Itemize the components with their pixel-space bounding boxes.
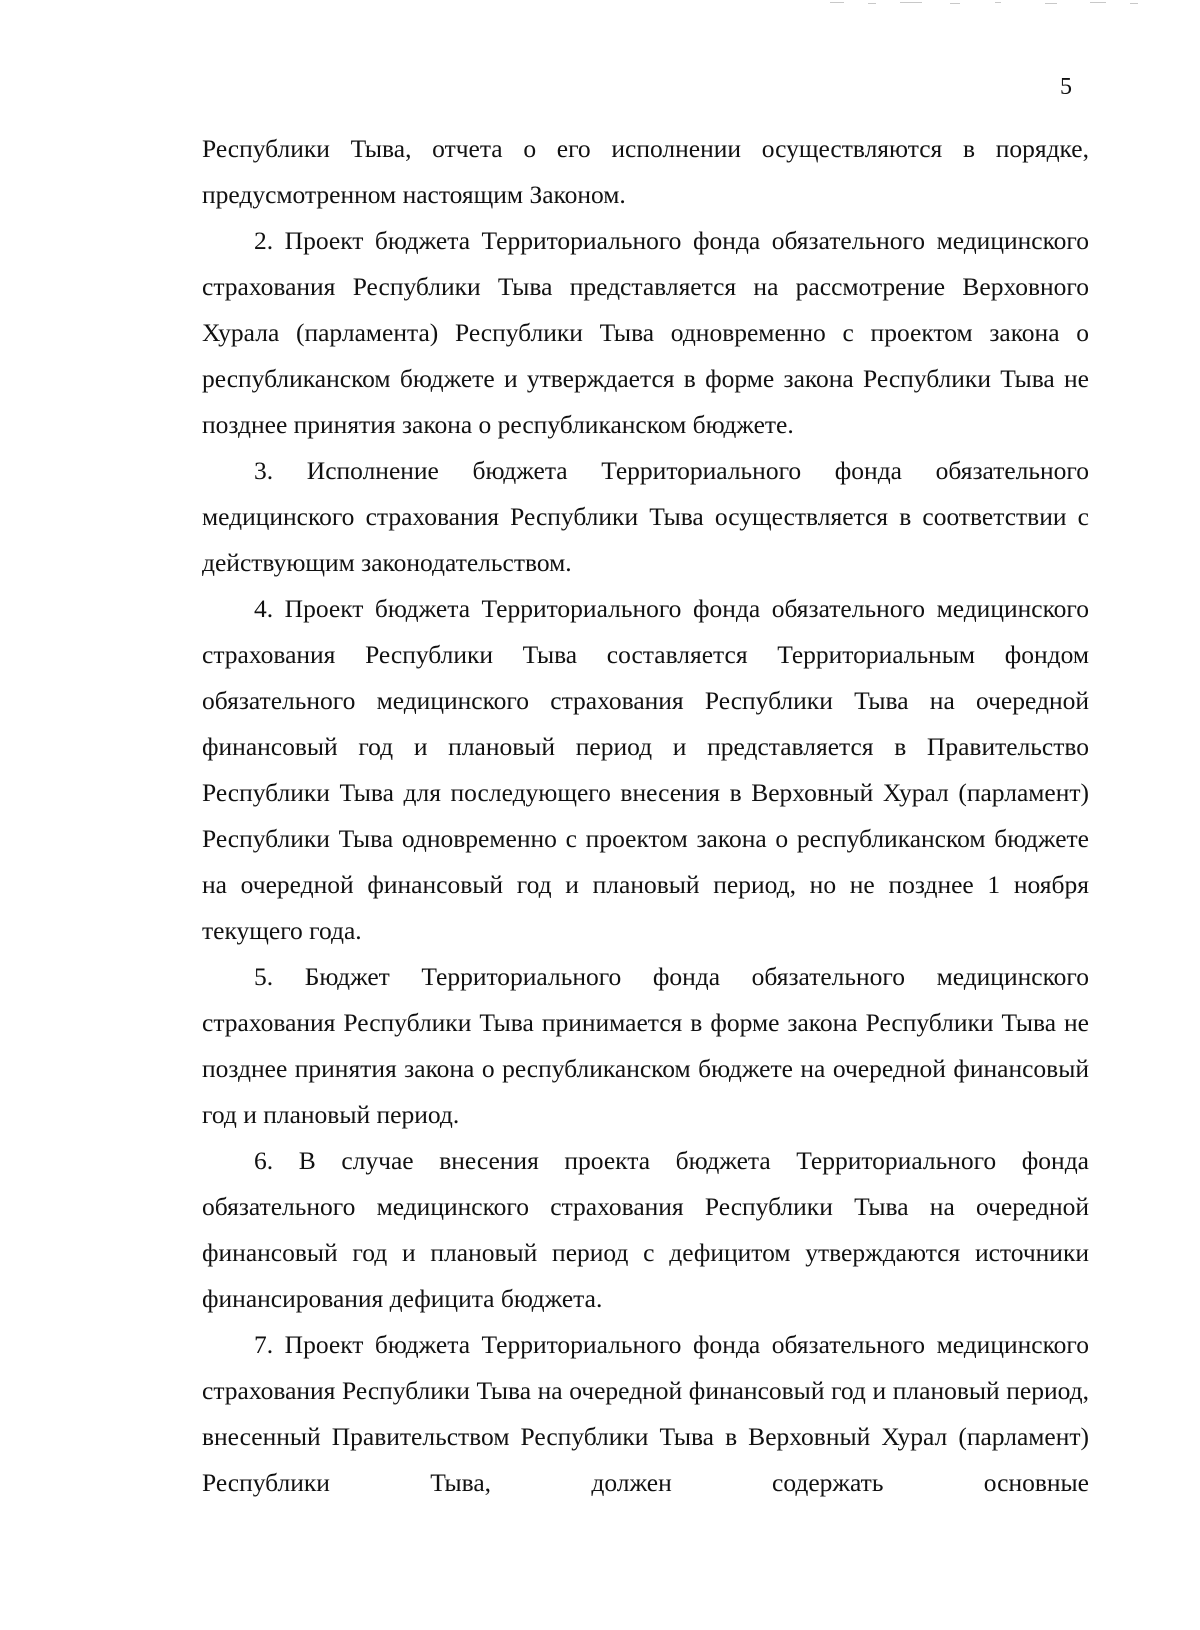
document-body bbox=[202, 126, 1089, 1506]
paragraph-6: 6. В случае внесения проекта бюджета Территориального фонда обязательного медицинского страхования Республики Тыва на очередной финансовый год и плановый период с дефицитом утверждаются источники финансирования дефицита бюджета. bbox=[202, 1146, 1089, 1313]
page-number: 5 bbox=[1060, 74, 1072, 100]
paragraph-7: 7. Проект бюджета Территориального фонда обязательного медицинского страхования Республики Тыва на очередной финансовый год и плановый период, внесенный Правительством Республики Тыва в Верховный Хурал (парламент) Республики Тыва, должен содержать основные bbox=[202, 1330, 1089, 1497]
paragraph-5: 5. Бюджет Территориального фонда обязательного медицинского страхования Республики Тыва принимается в форме закона Республики Тыва не позднее принятия закона о республиканском бюджете на очередной финансовый год и плановый период. bbox=[202, 962, 1089, 1129]
paragraph-4: 4. Проект бюджета Территориального фонда обязательного медицинского страхования Республики Тыва составляется Территориальным фондом обязательного медицинского страхования Республики Тыва на очередной финансовый год и плановый период и представляется в Правительство Республики Тыва для последующего внесения в Верховный Хурал (парламент) Республики Тыва одновременно с проектом закона о республиканском бюджете на очередной финансовый год и плановый период, но не позднее 1 ноября текущего года. bbox=[202, 594, 1089, 945]
scan-artifacts bbox=[820, 0, 1150, 8]
paragraph-3: 3. Исполнение бюджета Территориального фонда обязательного медицинского страхования Республики Тыва осуществляется в соответствии с действующим законодательством. bbox=[202, 456, 1089, 577]
paragraph-2: 2. Проект бюджета Территориального фонда обязательного медицинского страхования Республики Тыва представляется на рассмотрение Верховного Хурала (парламента) Республики Тыва одновременно с проектом закона о республиканском бюджете и утверждается в форме закона Республики Тыва не позднее принятия закона о республиканском бюджете. bbox=[202, 226, 1089, 439]
paragraph-continued: Республики Тыва, отчета о его исполнении осуществляются в порядке, предусмотренном настоящим Законом. bbox=[202, 134, 1089, 209]
